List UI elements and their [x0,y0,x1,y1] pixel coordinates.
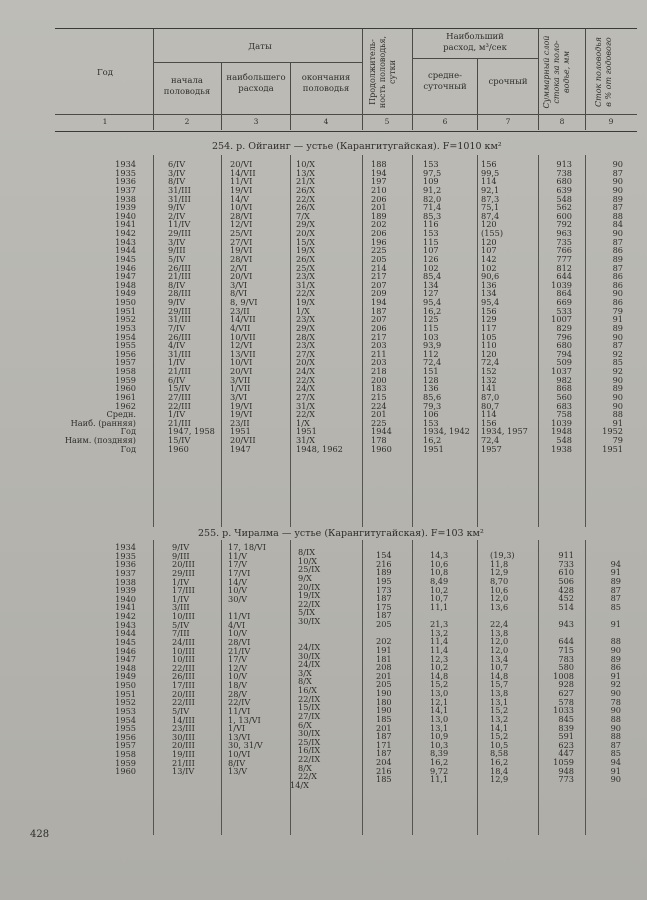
col-num-8: 8 [559,117,565,126]
col-header-duration: Продолжитель- ность половодья, сутки [368,35,397,109]
col-num-4: 4 [323,117,329,126]
s2-start: 9/IV 9/III 20/III 29/III 1/IV 17/III 1/IV 3/III 10/III 5/IV 7/III 24/III 10/III 10/III 22/III 26/III 17/III 20/III 22/III 5/IV 14/III 23/III 30/III 20/III 19/III 21/III 13/IV [172,542,195,777]
col-header-instant: срочный [488,77,528,87]
s1-inst: 156 99,5 114 92,1 87,3 75,1 87,4 120 (155) 120 107 142 102 90,6 136 134 95,4 156 129 117 105 110 120 72,4 152 132 141 87,0 80,7 114 156 1934, 1957 72,4 1957 [481,159,528,454]
s2-mean: 14,3 10,6 10,8 8,49 10,2 10,7 11,1 21,3 13,2 11,4 11,4 12,3 10,2 14,8 15,2 13,0 12,1 14,1 13,0 13,1 10,9 10,3 8,39 16,2 9,72 11,1 [430,550,449,785]
col-num-1: 1 [102,117,108,126]
s1-mean: 153 97,5 109 91,2 82,0 71,4 85,3 116 153 115 107 126 102 85,4 134 127 95,4 16,2 125 115 103 93,9 112 72,4 151 128 136 85,6 79,3 106 153 1934, 1942 16,2 1951 [423,159,470,454]
s2-layer: 911 733 610 506 428 452 514 943 644 715 783 580 1008 928 627 578 1033 845 839 591 623 447 1059 948 773 [553,550,574,785]
s1-layer: 913 738 680 639 548 562 600 792 963 735 766 777 812 644 1039 864 669 533 1007 829 796 680 794 509 1037 982 868 560 683 758 1039 1948 548 1938 [551,159,572,454]
s1-years: 1934 1935 1936 1937 1938 1939 1940 1941 1942 1943 1944 1945 1946 1947 1948 1949 1950 1951 1952 1953 1954 1955 1956 1957 1958 1959 1960 1961 1962 Средн. Наиб. (ранняя) Год Наим. (поздняя) Год [64,159,136,454]
col-num-5: 5 [384,117,390,126]
col-header-runoff-percent: Сток половодья в % от годового [594,37,613,107]
col-header-daily-mean: средне- суточный [423,71,467,92]
col-header-runoff-layer: Суммарный слой стока за поло- водье, мм [542,35,571,109]
col-header-peak: наибольшего расхода [226,73,286,94]
col-num-6: 6 [442,117,448,126]
s1-start: 6/IV 3/IV 8/IV 31/III 31/III 9/IV 2/IV 11/IV 29/III 3/IV 9/III 5/IV 26/III 21/III 8/IV 28/III 9/IV 29/III 31/III 7/IV 26/III 4/IV 31/III 1/IV 21/III 6/IV 15/IV 27/III 22/III 1/IV 21/III 1947, 1958 15/IV 1960 [168,159,215,454]
section-title-255: 255. р. Чиралма — устье (Карангитугайская). F=103 км² [198,528,484,539]
col-num-7: 7 [505,117,511,126]
s1-dur: 188 194 197 210 206 201 189 202 206 196 225 205 214 217 207 209 194 187 207 206 217 203 211 203 218 200 183 215 224 201 225 1944 178 1960 [371,159,392,454]
s2-pct: 94 91 89 87 87 85 91 88 90 89 86 91 92 90 78 90 88 90 88 87 85 94 91 90 [610,558,621,785]
page-number: 428 [30,829,50,840]
s2-end: 8/IX 10/X 25/IX 9/X 20/IX 19/IX 22/IX 5/IX 30/IX 24/IX 30/IX 24/IX 3/X 8/X 16/X 22/IX 15/IX 27/IX 6/X 30/IX 25/IX 16/IX 22/IX 8/X 22/X [298,547,321,782]
col-num-2: 2 [184,117,190,126]
col-header-year: Год [97,68,113,78]
s1-end: 10/X 13/X 21/X 26/X 22/X 26/X 7/X 29/X 20/X 15/X 19/X 26/X 25/X 23/X 31/X 22/X 19/X 1/X 23/X 29/X 28/X 23/X 27/X 20/X 24/X 22/X 24/X 27/X 31/X 22/X 1/X 1951 31/X 1948, 1962 [296,159,343,454]
s2-inst: (19,3) 11,8 12,9 8,70 10,6 12,0 13,6 22,4 13,8 12,0 12,0 13,4 10,7 14,8 15,7 13,8 13,1 15,2 13,2 14,1 15,2 10,5 8,58 16,2 18,4 12,9 [490,550,515,785]
col-header-start: начала половодья [163,76,211,97]
col-header-dates: Даты [248,42,272,52]
s2-dur: 154 216 189 195 173 187 175 187 205 202 191 181 208 201 205 190 180 190 185 201 187 171 187 204 216 185 [376,550,392,785]
col-header-max-discharge: Наибольший расход, м³/сек [443,32,507,53]
col-num-9: 9 [608,117,614,126]
s1-peak: 20/VI 14/VII 11/VI 19/VI 14/V 10/VI 28/VI 12/VI 25/VI 27/VI 19/VI 28/VI 2/VI 20/VI 3/VI 8/VI 8, 9/VI 23/II 14/VII 4/VII 10/VII 12/VI 13/VII 10/VI 20/VI 3/VII 1/VII 3/VI 19/VI 19/VI 23/II 1951 20/VII 1947 [230,159,258,454]
s2-years: 1934 1935 1936 1937 1938 1939 1940 1941 1942 1943 1944 1945 1946 1947 1948 1949 1950 1951 1952 1953 1954 1955 1956 1957 1958 1959 1960 [115,542,136,777]
s2-peak: 17, 18/VI 11/V 17/V 17/VI 14/V 10/V 30/V 11/VI 4/VI 10/V 28/VI 21/IV 17/V 12/V 10/V 18/V 28/V 22/IV 11/VI 1, 13/VI 1/VI 13/VI 30, 31/V 10/VI 8/IV 13/V [228,542,266,777]
s1-pct: 90 87 90 90 89 87 88 84 90 87 86 89 87 86 86 90 86 79 91 89 90 87 92 85 92 90 89 90 90 88 91 1952 79 1951 [602,159,623,454]
col-num-3: 3 [253,117,259,126]
section-title-254: 254. р. Ойгаинг — устье (Карангитугайская). F=1010 км² [212,141,502,152]
col-header-end: окончания половодья [301,73,351,94]
s2-end-extra: 14/X [290,780,310,790]
